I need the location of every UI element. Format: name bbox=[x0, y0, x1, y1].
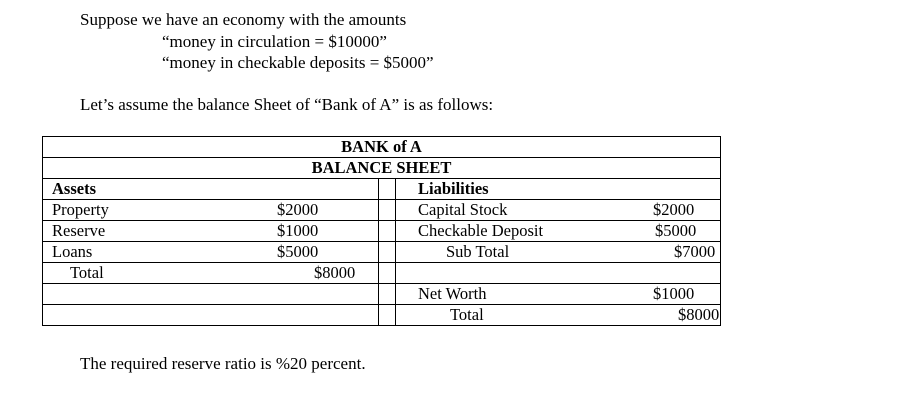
divider-cell bbox=[379, 305, 396, 326]
empty-cell bbox=[43, 305, 379, 326]
table-title-row bbox=[43, 137, 721, 158]
empty-cell bbox=[396, 263, 721, 284]
table-row bbox=[43, 305, 721, 326]
table-header-row bbox=[43, 179, 721, 200]
assets-total-value: $8000 bbox=[314, 263, 356, 282]
liability-value: $2000 bbox=[653, 200, 695, 219]
liability-row-checkable-deposit bbox=[396, 221, 721, 242]
balance-sheet-table bbox=[42, 136, 721, 326]
table-subtitle-row bbox=[43, 158, 721, 179]
net-worth-label: Net Worth bbox=[418, 284, 487, 303]
balance-sheet-title: BALANCE SHEET bbox=[43, 158, 721, 179]
asset-label: Reserve bbox=[52, 221, 106, 240]
asset-row-total bbox=[43, 263, 379, 284]
intro-line-checkable-deposits: “money in checkable deposits = $5000” bbox=[162, 53, 434, 72]
divider-cell bbox=[379, 200, 396, 221]
table-row bbox=[43, 200, 721, 221]
divider-cell bbox=[379, 242, 396, 263]
liabilities-header: Liabilities bbox=[396, 179, 721, 200]
sub-total-value: $7000 bbox=[674, 242, 716, 261]
table-row bbox=[43, 221, 721, 242]
reserve-ratio-note: The required reserve ratio is %20 percent. bbox=[80, 354, 366, 373]
liabilities-total-label: Total bbox=[450, 305, 484, 324]
intro-line-money-circulation: “money in circulation = $10000” bbox=[162, 32, 387, 51]
asset-row-property bbox=[43, 200, 379, 221]
asset-label: Property bbox=[52, 200, 109, 219]
asset-value: $2000 bbox=[277, 200, 319, 219]
table-row bbox=[43, 263, 721, 284]
asset-label: Loans bbox=[52, 242, 93, 261]
asset-row-loans bbox=[43, 242, 379, 263]
divider-cell bbox=[379, 284, 396, 305]
liability-row-sub-total bbox=[396, 242, 721, 263]
bank-title: BANK of A bbox=[43, 137, 721, 158]
liabilities-total-value: $8000 bbox=[678, 305, 720, 324]
intro-line-1: Suppose we have an economy with the amounts bbox=[80, 10, 407, 29]
table-row bbox=[43, 242, 721, 263]
assets-header: Assets bbox=[43, 179, 379, 200]
table-row bbox=[43, 284, 721, 305]
liability-row-net-worth bbox=[396, 284, 721, 305]
assets-total-label: Total bbox=[70, 263, 104, 282]
liability-row-total bbox=[396, 305, 721, 326]
net-worth-value: $1000 bbox=[653, 284, 695, 303]
sub-total-label: Sub Total bbox=[446, 242, 510, 261]
divider-cell bbox=[379, 179, 396, 200]
asset-value: $1000 bbox=[277, 221, 319, 240]
asset-row-reserve bbox=[43, 221, 379, 242]
divider-cell bbox=[379, 263, 396, 284]
liability-label: Checkable Deposit bbox=[418, 221, 544, 240]
intro-line-balance-sheet: Let’s assume the balance Sheet of “Bank of A” is as follows: bbox=[80, 95, 494, 114]
asset-value: $5000 bbox=[277, 242, 319, 261]
liability-label: Capital Stock bbox=[418, 200, 508, 219]
empty-cell bbox=[43, 284, 379, 305]
liability-row-capital-stock bbox=[396, 200, 721, 221]
divider-cell bbox=[379, 221, 396, 242]
liability-value: $5000 bbox=[655, 221, 697, 240]
